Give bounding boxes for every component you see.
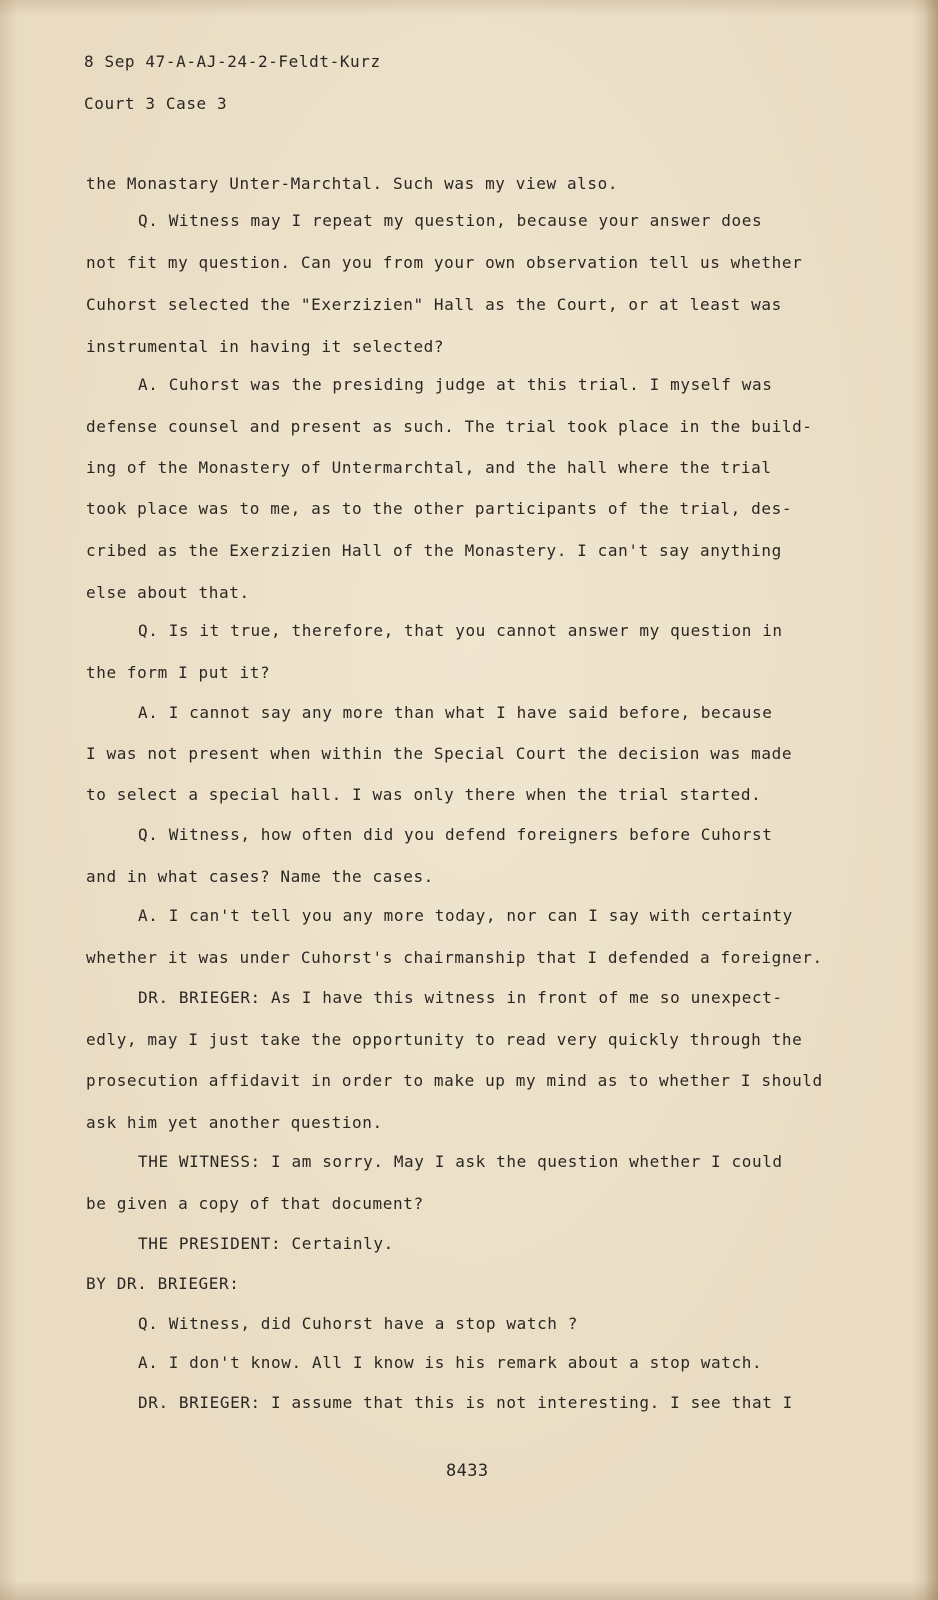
transcript-line: ing of the Monastery of Untermarchtal, and the hall where the trial — [86, 458, 772, 477]
page-number: 8433 — [446, 1461, 489, 1481]
transcript-line: whether it was under Cuhorst's chairmanship that I defended a foreigner. — [86, 948, 823, 967]
transcript-line: took place was to me, as to the other participants of the trial, des- — [86, 499, 793, 518]
transcript-line: THE WITNESS: I am sorry. May I ask the question whether I could — [138, 1152, 783, 1171]
transcript-line: A. I don't know. All I know is his remark about a stop watch. — [138, 1353, 763, 1372]
transcript-line: I was not present when within the Special Court the decision was made — [86, 744, 793, 763]
transcript-line: Q. Witness may I repeat my question, because your answer does — [138, 211, 763, 230]
transcript-line: else about that. — [86, 583, 250, 602]
transcript-line: edly, may I just take the opportunity to read very quickly through the — [86, 1030, 803, 1049]
court-case-label: Court 3 Case 3 — [84, 94, 228, 113]
transcript-line: instrumental in having it selected? — [86, 337, 445, 356]
transcript-line: Q. Witness, how often did you defend foreigners before Cuhorst — [138, 825, 773, 844]
transcript-line: Q. Witness, did Cuhorst have a stop watch ? — [138, 1314, 579, 1333]
page-edge-shadow — [924, 0, 938, 1600]
transcript-line: and in what cases? Name the cases. — [86, 867, 434, 886]
transcript-line: Q. Is it true, therefore, that you cannot answer my question in — [138, 621, 783, 640]
transcript-line: the form I put it? — [86, 663, 271, 682]
transcript-line: be given a copy of that document? — [86, 1194, 424, 1213]
transcript-line: ask him yet another question. — [86, 1113, 383, 1132]
transcript-line: BY DR. BRIEGER: — [86, 1274, 240, 1293]
transcript-line: THE PRESIDENT: Certainly. — [138, 1234, 394, 1253]
transcript-line: defense counsel and present as such. The trial took place in the build- — [86, 417, 813, 436]
transcript-line: not fit my question. Can you from your own observation tell us whether — [86, 253, 803, 272]
document-reference: 8 Sep 47-A-AJ-24-2-Feldt-Kurz — [84, 52, 381, 71]
transcript-line: cribed as the Exerzizien Hall of the Monastery. I can't say anything — [86, 541, 782, 560]
transcript-line: prosecution affidavit in order to make up my mind as to whether I should — [86, 1071, 823, 1090]
transcript-line: the Monastary Unter-Marchtal. Such was my view also. — [86, 174, 619, 193]
transcript-line: to select a special hall. I was only there when the trial started. — [86, 785, 762, 804]
transcript-line: A. I cannot say any more than what I have said before, because — [138, 703, 773, 722]
transcript-line: A. Cuhorst was the presiding judge at this trial. I myself was — [138, 375, 773, 394]
transcript-line: A. I can't tell you any more today, nor can I say with certainty — [138, 906, 793, 925]
transcript-line: DR. BRIEGER: I assume that this is not interesting. I see that I — [138, 1393, 793, 1412]
transcript-line: Cuhorst selected the "Exerzizien" Hall as the Court, or at least was — [86, 295, 782, 314]
transcript-line: DR. BRIEGER: As I have this witness in front of me so unexpect- — [138, 988, 783, 1007]
